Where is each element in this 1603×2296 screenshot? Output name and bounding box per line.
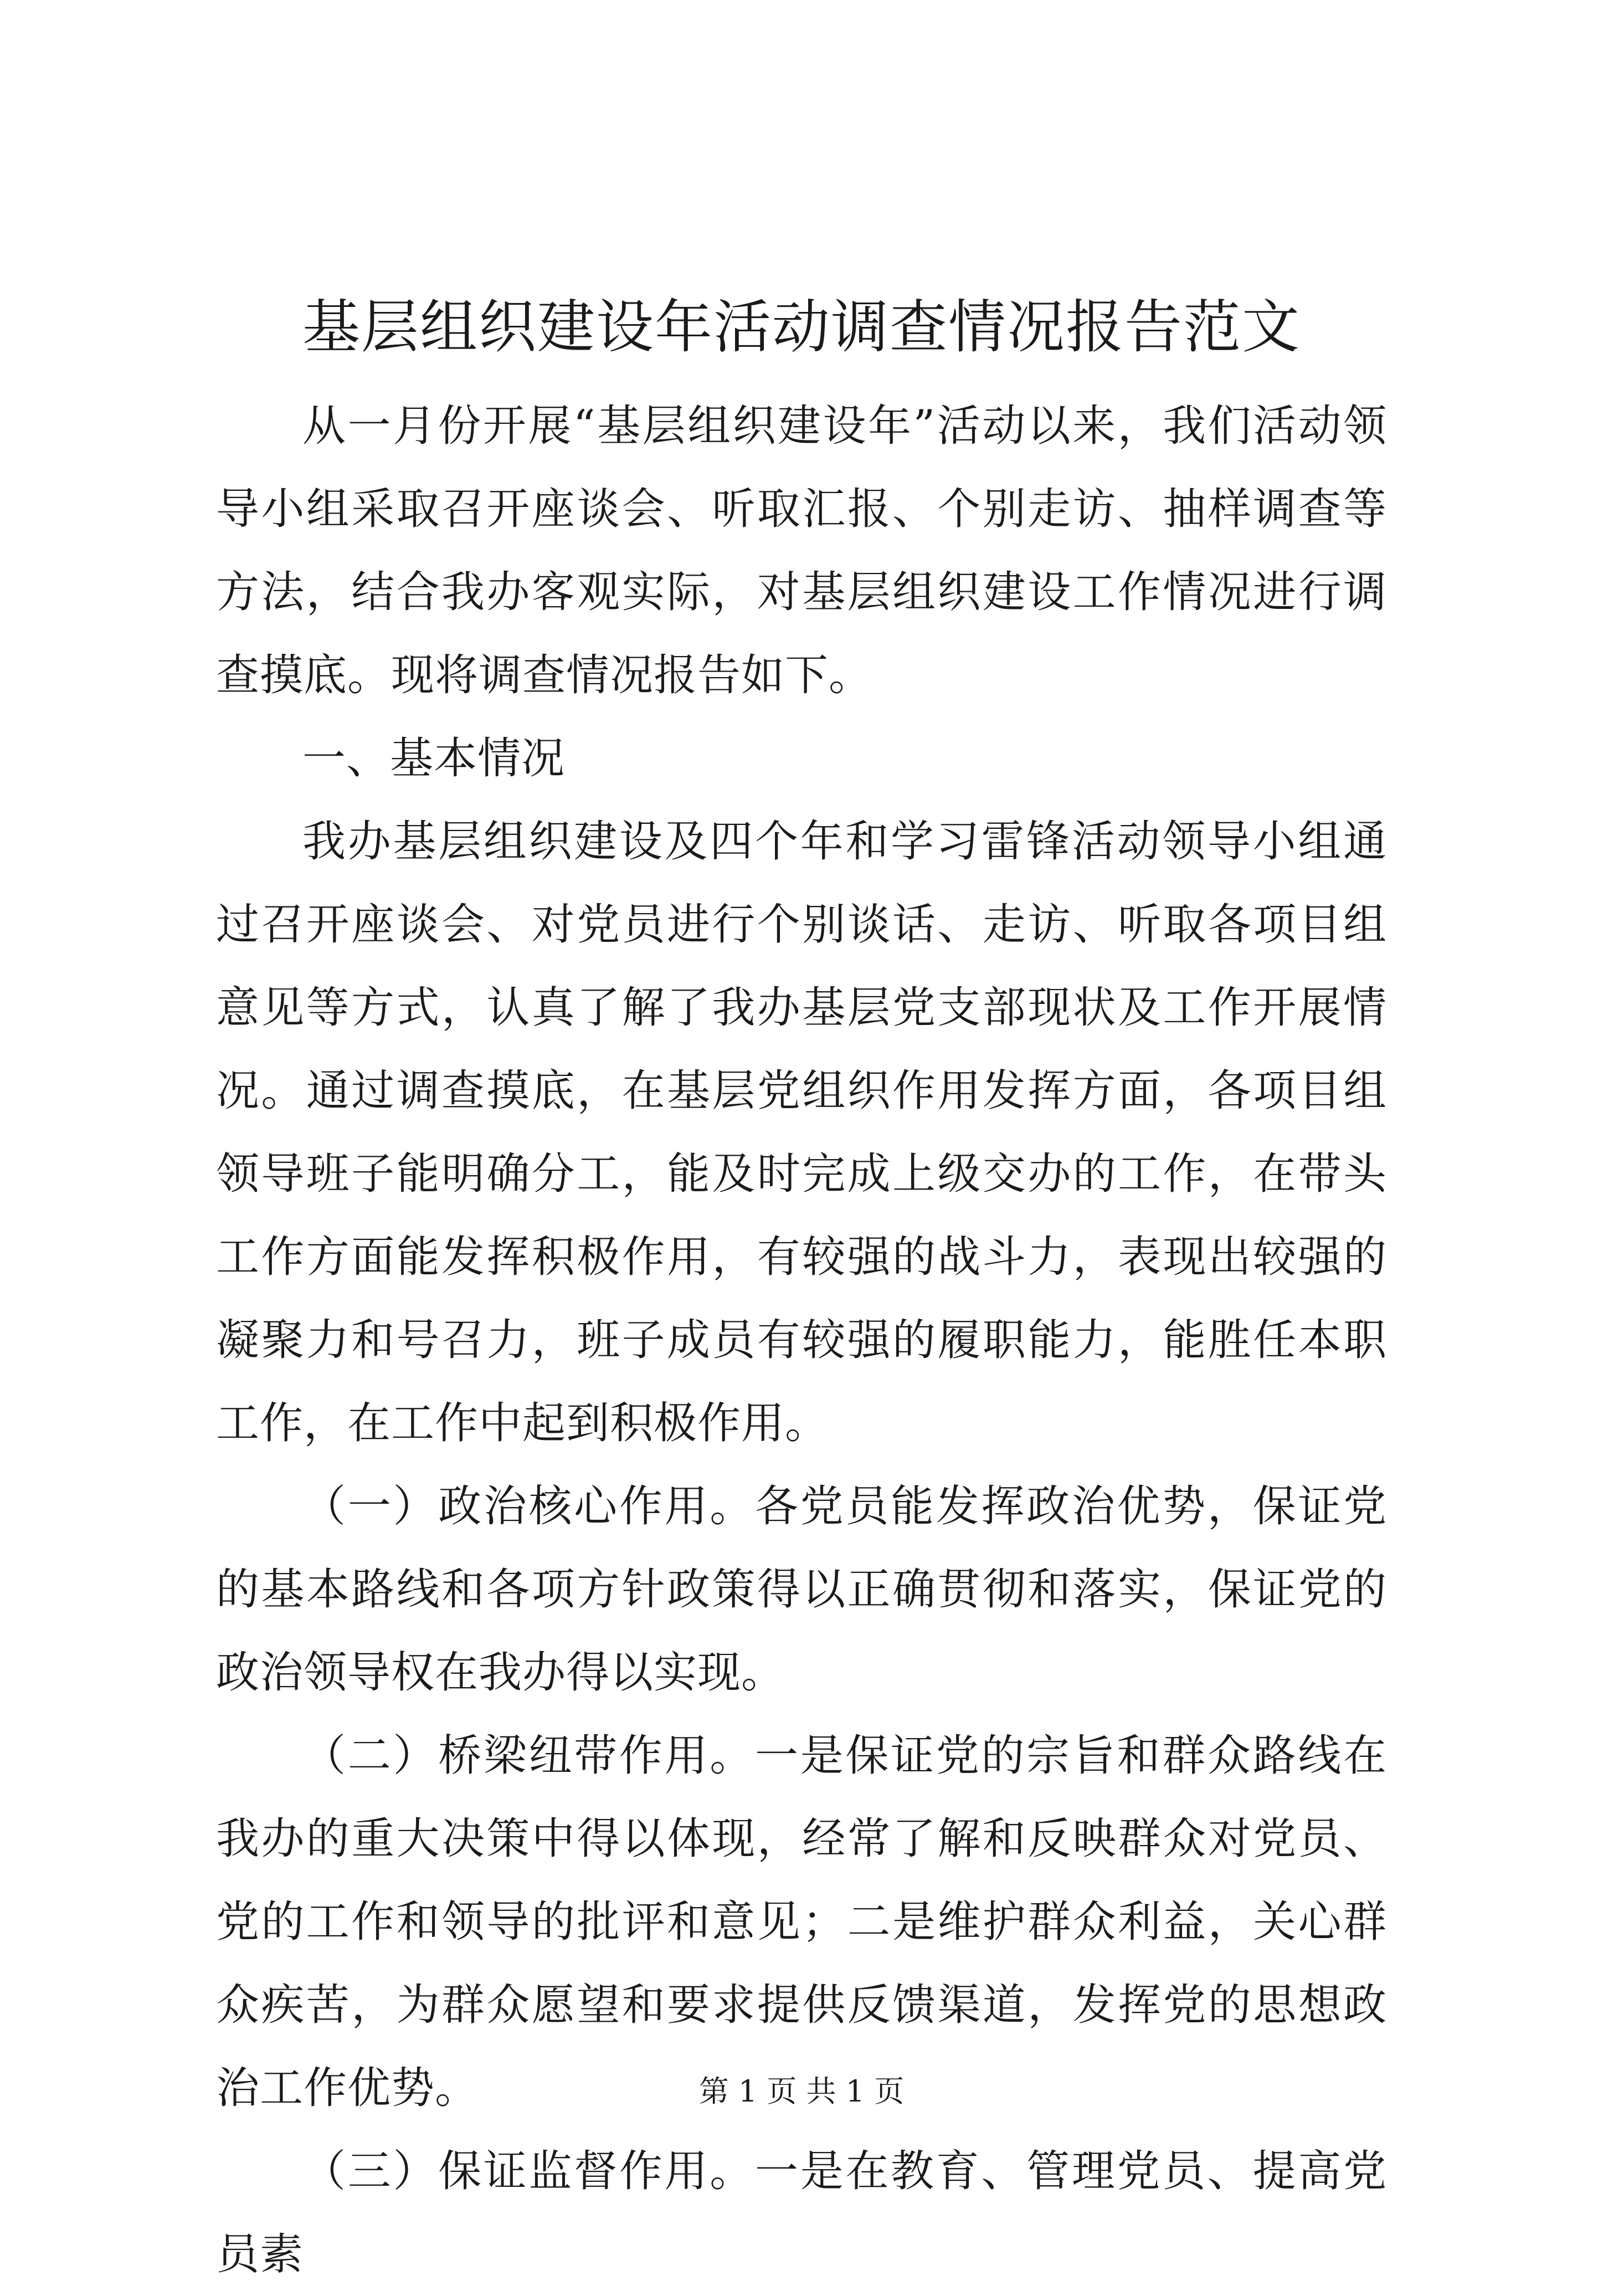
document-title: 基层组织建设年活动调查情况报告范文	[302, 293, 1301, 361]
paragraph-basic-situation: 我办基层组织建设及四个年和学习雷锋活动领导小组通过召开座谈会、对党员进行个别谈话、走访、听取各项目组意见等方式，认真了解了我办基层党支部现状及工作开展情况。通过调查摸底，在基层党组织作用发挥方面，各项目组领导班子能明确分工，能及时完成上级交办的工作，在带头工作方面能发挥积极作用，有较强的战斗力，表现出较强的凝聚力和号召力，班子成员有较强的履职能力，能胜任本职工作，在工作中起到积极作用。	[216, 817, 1387, 1448]
page-footer: 第 1 页 共 1 页	[698, 2074, 905, 2109]
section-heading-basic-situation: 一、基本情况	[302, 734, 566, 783]
paragraph-political-core: （一）政治核心作用。各党员能发挥政治优势，保证党的基本路线和各项方针政策得以正确贯彻和落实，保证党的政治领导权在我办得以实现。	[216, 1482, 1387, 1698]
document-page	[216, 288, 1387, 2296]
paragraph-intro: 从一月份开展“基层组织建设年”活动以来，我们活动领导小组采取召开座谈会、听取汇报、个别走访、抽样调查等方法，结合我办客观实际，对基层组织建设工作情况进行调查摸底。现将调查情况报告如下。	[216, 401, 1387, 700]
paragraph-bridge-role: （二）桥梁纽带作用。一是保证党的宗旨和群众路线在我办的重大决策中得以体现，经常了解和反映群众对党员、党的工作和领导的批评和意见；二是维护群众利益，关心群众疾苦，为群众愿望和要求提供反馈渠道，发挥党的思想政治工作优势。	[216, 1731, 1387, 2113]
paragraph-supervision-role: （三）保证监督作用。一是在教育、管理党员、提高党员素	[216, 2146, 1387, 2279]
